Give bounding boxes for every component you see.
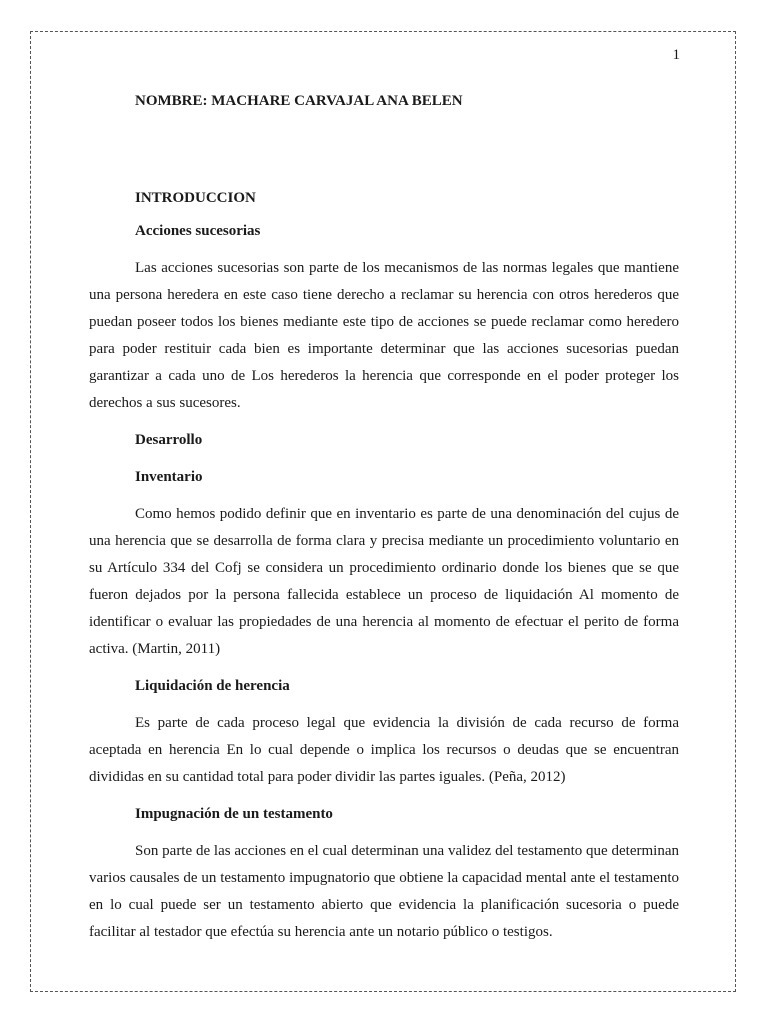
paragraph-liquidacion: Es parte de cada proceso legal que evidencia la división de cada recurso de forma aceptada en herencia En lo cual depende o implica los recursos o deudas que se encuentran divididas en su cantidad total para poder dividir las partes iguales. (Peña, 2012) bbox=[89, 715, 679, 785]
heading-desarrollo: Desarrollo bbox=[135, 432, 203, 448]
heading-acciones-sucesorias: Acciones sucesorias bbox=[135, 223, 261, 239]
heading-impugnacion: Impugnación de un testamento bbox=[135, 806, 333, 822]
document-body bbox=[89, 88, 679, 946]
paragraph-impugnacion: Son parte de las acciones en el cual determinan una validez del testamento que determinan varios causales de un testamento impugnatorio que obtiene la capacidad mental ante el testamento en lo cual puede ser un testamento abierto que evidencia la planificación sucesoria o puede facilitar al testador que efectúa su herencia ante un notario público o testigos. bbox=[89, 843, 679, 940]
heading-inventario: Inventario bbox=[135, 469, 203, 485]
paragraph-inventario: Como hemos podido definir que en inventario es parte de una denominación del cujus de una herencia que se desarrolla de forma clara y precisa mediante un procedimiento voluntario en su Artículo 334 del Cofj se considera un procedimiento ordinario donde los bienes que se que fueron dejados por la persona fallecida establece un proceso de liquidación Al momento de identificar o evaluar las propiedades de una herencia al momento de efectuar el perito de forma activa. (Martin, 2011) bbox=[89, 506, 679, 657]
page-number: 1 bbox=[672, 47, 680, 63]
student-name: NOMBRE: MACHARE CARVAJAL ANA BELEN bbox=[135, 93, 463, 109]
introduction-title: INTRODUCCION bbox=[135, 190, 256, 206]
heading-liquidacion: Liquidación de herencia bbox=[135, 678, 290, 694]
paragraph-acciones-sucesorias: Las acciones sucesorias son parte de los mecanismos de las normas legales que mantiene una persona heredera en este caso tiene derecho a reclamar su herencia con otros herederos que puedan poseer todos los bienes mediante este tipo de acciones se puede reclamar como heredero para poder restituir cada bien es importante determinar que las acciones sucesorias puedan garantizar a cada uno de Los herederos la herencia que corresponde en el poder proteger los derechos a sus sucesores. bbox=[89, 260, 679, 411]
